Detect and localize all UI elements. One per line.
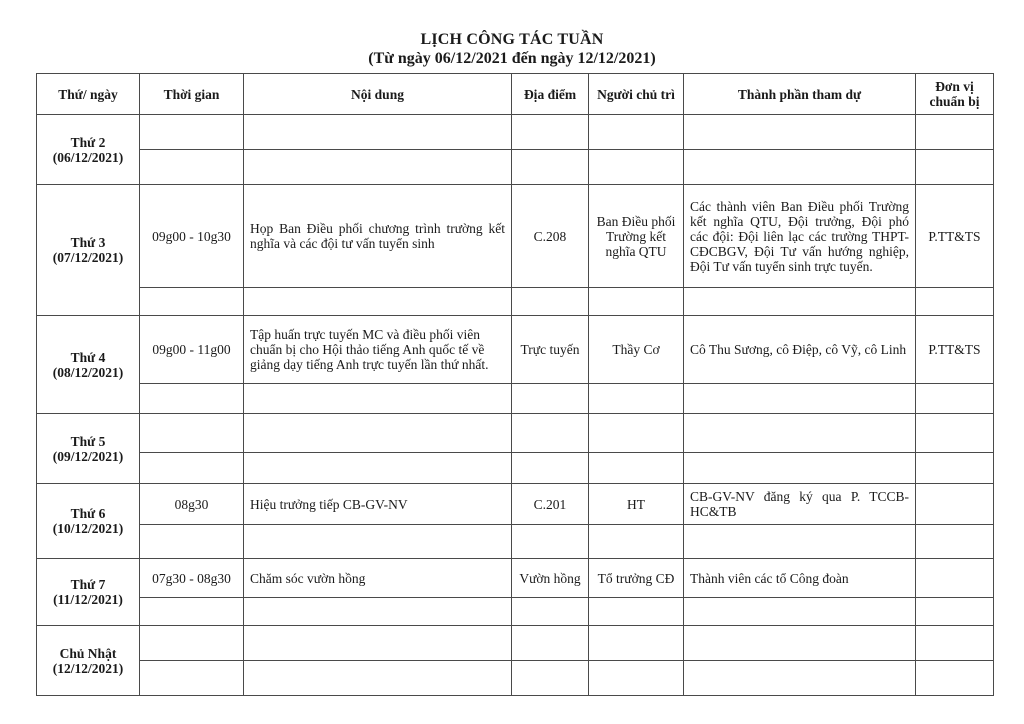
header-location: Địa điểm [512, 74, 589, 115]
host-cell: Ban Điều phối Trường kết nghĩa QTU [589, 185, 684, 288]
prep-unit-cell: P.TT&TS [916, 185, 994, 288]
host-cell [589, 384, 684, 414]
location-cell: Vườn hồng [512, 559, 589, 598]
prep-unit-cell [916, 288, 994, 316]
location-cell: C.201 [512, 484, 589, 525]
time-cell [140, 384, 244, 414]
location-cell [512, 453, 589, 484]
table-row [37, 150, 994, 185]
prep-unit-cell [916, 598, 994, 626]
day-date: (08/12/2021) [52, 364, 124, 380]
participants-cell: Cô Thu Sương, cô Điệp, cô Vỹ, cô Linh [684, 316, 916, 384]
day-cell [37, 185, 140, 316]
host-cell [589, 150, 684, 185]
prep-unit-cell [916, 626, 994, 661]
host-cell [589, 453, 684, 484]
content-cell [244, 525, 512, 559]
table-row [37, 288, 994, 316]
location-cell [512, 150, 589, 185]
participants-cell [684, 115, 916, 150]
table-row [37, 115, 994, 150]
content-cell [244, 626, 512, 661]
location-cell [512, 115, 589, 150]
day-date: (07/12/2021) [52, 250, 124, 265]
table-row [37, 525, 994, 559]
content-cell [244, 598, 512, 626]
time-cell [140, 115, 244, 150]
location-cell [512, 626, 589, 661]
location-cell [512, 288, 589, 316]
participants-cell: CB-GV-NV đăng ký qua P. TCCB-HC&TB [684, 484, 916, 525]
time-cell: 07g30 - 08g30 [140, 559, 244, 598]
participants-cell: Thành viên các tổ Công đoàn [684, 559, 916, 598]
time-cell: 08g30 [140, 484, 244, 525]
prep-unit-cell [916, 453, 994, 484]
table-row [37, 484, 994, 525]
content-cell [244, 414, 512, 453]
host-cell [589, 288, 684, 316]
document-title: LỊCH CÔNG TÁC TUẦN [420, 31, 604, 48]
host-cell [589, 414, 684, 453]
location-cell [512, 414, 589, 453]
table-row [37, 185, 994, 288]
participants-cell [684, 384, 916, 414]
day-cell [37, 484, 140, 559]
day-name: Thứ 4 [70, 349, 106, 365]
day-name: Thứ 3 [70, 235, 106, 250]
participants-cell [684, 453, 916, 484]
participants-cell [684, 626, 916, 661]
content-cell [244, 115, 512, 150]
weekly-schedule-table [36, 73, 994, 696]
location-cell: C.208 [512, 185, 589, 288]
table-row [37, 598, 994, 626]
prep-unit-cell [916, 661, 994, 696]
day-cell [37, 115, 140, 185]
header-row [37, 74, 994, 115]
content-cell [244, 288, 512, 316]
prep-unit-cell: P.TT&TS [916, 316, 994, 384]
host-cell [589, 661, 684, 696]
host-cell [589, 626, 684, 661]
table-row [37, 316, 994, 384]
prep-unit-cell [916, 384, 994, 414]
time-cell [140, 525, 244, 559]
header-participants: Thành phần tham dự [684, 74, 916, 115]
prep-unit-cell [916, 414, 994, 453]
location-cell: Trực tuyến [512, 316, 589, 384]
participants-cell [684, 661, 916, 696]
day-cell [37, 559, 140, 626]
document-subtitle: (Từ ngày 06/12/2021 đến ngày 12/12/2021) [368, 50, 656, 67]
host-cell: Thầy Cơ [589, 316, 684, 384]
day-date: (06/12/2021) [52, 149, 124, 165]
day-date: (12/12/2021) [52, 660, 124, 676]
time-cell: 09g00 - 11g00 [140, 316, 244, 384]
table-row [37, 384, 994, 414]
host-cell: HT [589, 484, 684, 525]
host-cell [589, 598, 684, 626]
content-cell [244, 150, 512, 185]
header-prep-unit: Đơn vị chuẩn bị [916, 74, 994, 115]
table-row [37, 453, 994, 484]
table-row [37, 661, 994, 696]
participants-cell [684, 525, 916, 559]
day-cell [37, 316, 140, 414]
day-name: Thứ 7 [70, 577, 106, 592]
time-cell [140, 414, 244, 453]
prep-unit-cell [916, 115, 994, 150]
table-row [37, 559, 994, 598]
prep-unit-cell [916, 150, 994, 185]
host-cell [589, 525, 684, 559]
location-cell [512, 525, 589, 559]
time-cell [140, 661, 244, 696]
prep-unit-cell [916, 484, 994, 525]
day-name: Thứ 5 [70, 433, 106, 449]
content-cell: Hiệu trưởng tiếp CB-GV-NV [244, 484, 512, 525]
host-cell: Tổ trưởng CĐ [589, 559, 684, 598]
header-day: Thứ/ ngày [37, 74, 140, 115]
time-cell [140, 150, 244, 185]
day-cell [37, 626, 140, 696]
participants-cell [684, 288, 916, 316]
table-row [37, 626, 994, 661]
participants-cell [684, 414, 916, 453]
header-content: Nội dung [244, 74, 512, 115]
participants-cell [684, 150, 916, 185]
participants-cell: Các thành viên Ban Điều phối Trường kết nghĩa QTU, Đội trưởng, Đội phó các đội: Đội liên lạc các trường THPT-CĐCBGV, Đội Tư vấn hướng nghiệp, Đội Tư vấn tuyển sinh trực tuyến. [684, 185, 916, 288]
day-name: Chủ Nhật [59, 645, 117, 661]
content-cell [244, 453, 512, 484]
table-row [37, 414, 994, 453]
day-name: Thứ 2 [70, 134, 106, 150]
day-date: (09/12/2021) [52, 448, 124, 464]
day-date: (10/12/2021) [52, 521, 124, 536]
day-name: Thứ 6 [70, 506, 106, 521]
day-cell [37, 414, 140, 484]
header-host: Người chủ trì [589, 74, 684, 115]
time-cell: 09g00 - 10g30 [140, 185, 244, 288]
content-cell: Chăm sóc vườn hồng [244, 559, 512, 598]
location-cell [512, 384, 589, 414]
content-cell [244, 661, 512, 696]
day-date: (11/12/2021) [53, 592, 123, 607]
prep-unit-cell [916, 559, 994, 598]
content-cell [244, 384, 512, 414]
location-cell [512, 661, 589, 696]
host-cell [589, 115, 684, 150]
content-cell: Họp Ban Điều phối chương trình trường kết nghĩa và các đội tư vấn tuyển sinh [244, 185, 512, 288]
content-cell: Tập huấn trực tuyến MC và điều phối viên chuẩn bị cho Hội thảo tiếng Anh quốc tế về giảng dạy tiếng Anh trực tuyến lần thứ nhất. [244, 316, 512, 384]
time-cell [140, 626, 244, 661]
prep-unit-cell [916, 525, 994, 559]
time-cell [140, 453, 244, 484]
participants-cell [684, 598, 916, 626]
time-cell [140, 288, 244, 316]
location-cell [512, 598, 589, 626]
header-time: Thời gian [140, 74, 244, 115]
time-cell [140, 598, 244, 626]
